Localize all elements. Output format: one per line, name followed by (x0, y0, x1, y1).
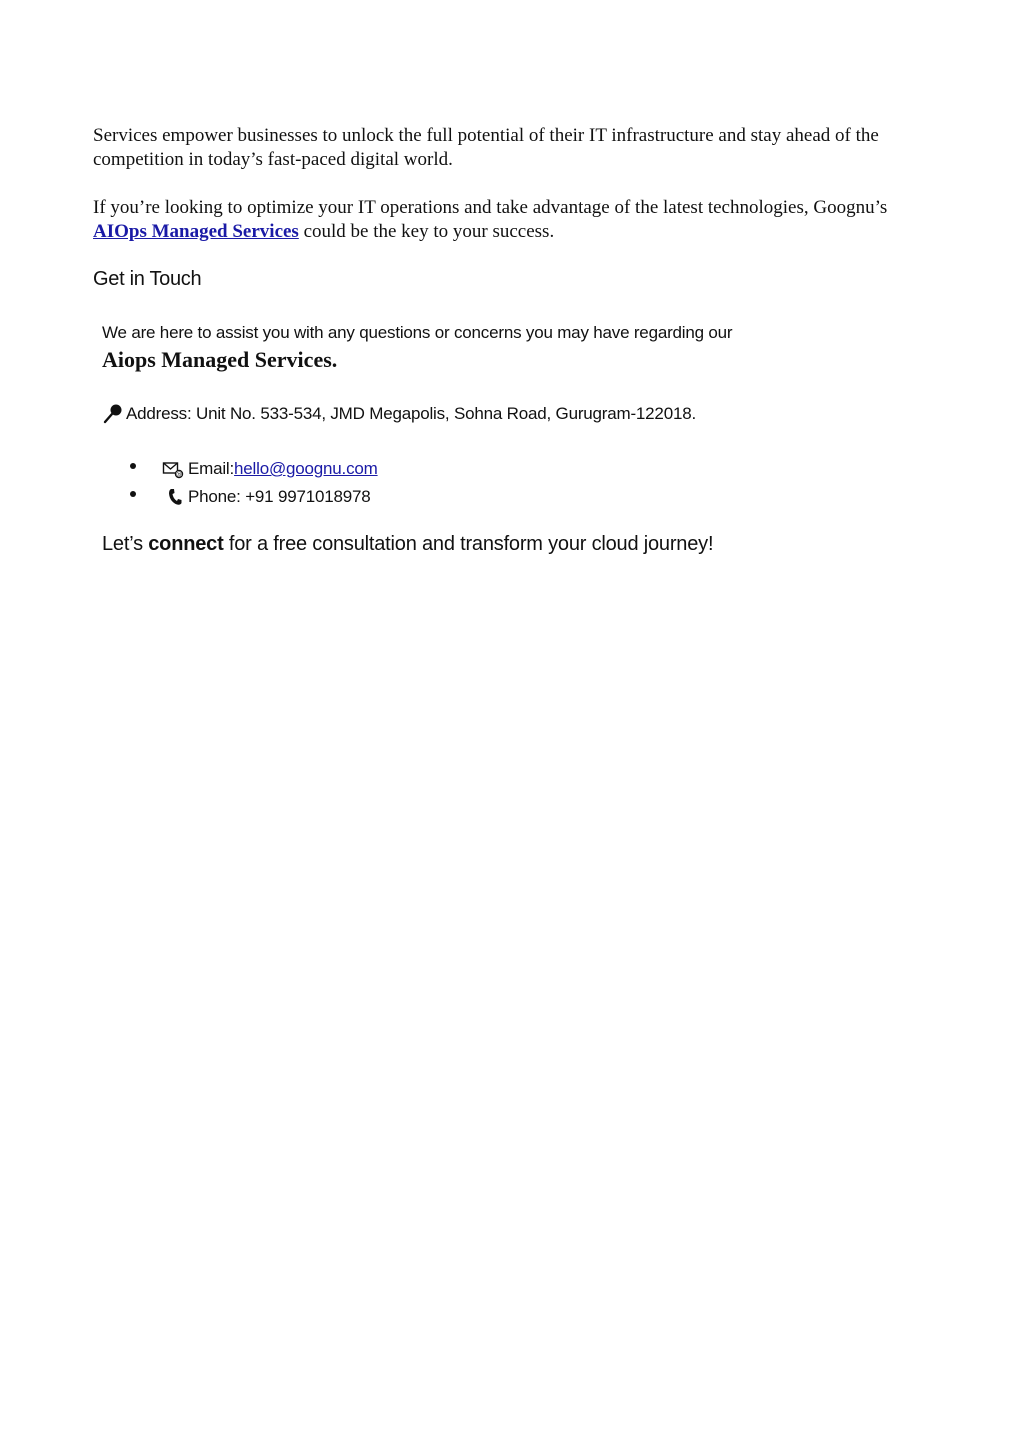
bullet-icon (130, 491, 136, 497)
svg-text:@: @ (176, 471, 182, 479)
intro-paragraph (93, 124, 933, 172)
bullet-icon (130, 463, 136, 469)
contact-intro-service-name: Aiops Managed Services. (102, 347, 338, 372)
closing-cta-before: Let’s (102, 533, 149, 555)
contact-item-phone (130, 483, 378, 511)
phone-icon (162, 487, 184, 507)
email-link[interactable]: hello@goognu.com (234, 459, 378, 478)
closing-cta-after: for a free consultation and transform your cloud journey! (223, 533, 714, 555)
contact-item-email (130, 455, 378, 483)
cta-paragraph (93, 196, 933, 244)
get-in-touch-heading: Get in Touch (93, 268, 202, 290)
cta-paragraph-text-before: If you’re looking to optimize your IT operations and take advantage of the latest technologies, Goognu’s (93, 197, 888, 218)
address-row (102, 403, 696, 425)
closing-cta (102, 531, 713, 557)
intro-paragraph-text: Services empower businesses to unlock the full potential of their IT infrastructure and stay ahead of the competition in today’s fast-paced digital world. (93, 125, 879, 170)
phone-text: Phone: +91 9971018978 (188, 487, 371, 506)
contact-intro-text: We are here to assist you with any questions or concerns you may have regarding our (102, 323, 733, 342)
aiops-managed-services-link[interactable]: AIOps Managed Services (93, 221, 299, 242)
cta-paragraph-text-after: could be the key to your success. (298, 221, 555, 242)
contact-list (130, 455, 378, 511)
email-icon (162, 459, 184, 479)
closing-cta-connect: connect (148, 533, 224, 555)
email-label: Email: (188, 459, 235, 478)
address-text: Address: Unit No. 533-534, JMD Megapolis, Sohna Road, Gurugram-122018. (126, 404, 696, 423)
pushpin-icon (102, 403, 124, 425)
